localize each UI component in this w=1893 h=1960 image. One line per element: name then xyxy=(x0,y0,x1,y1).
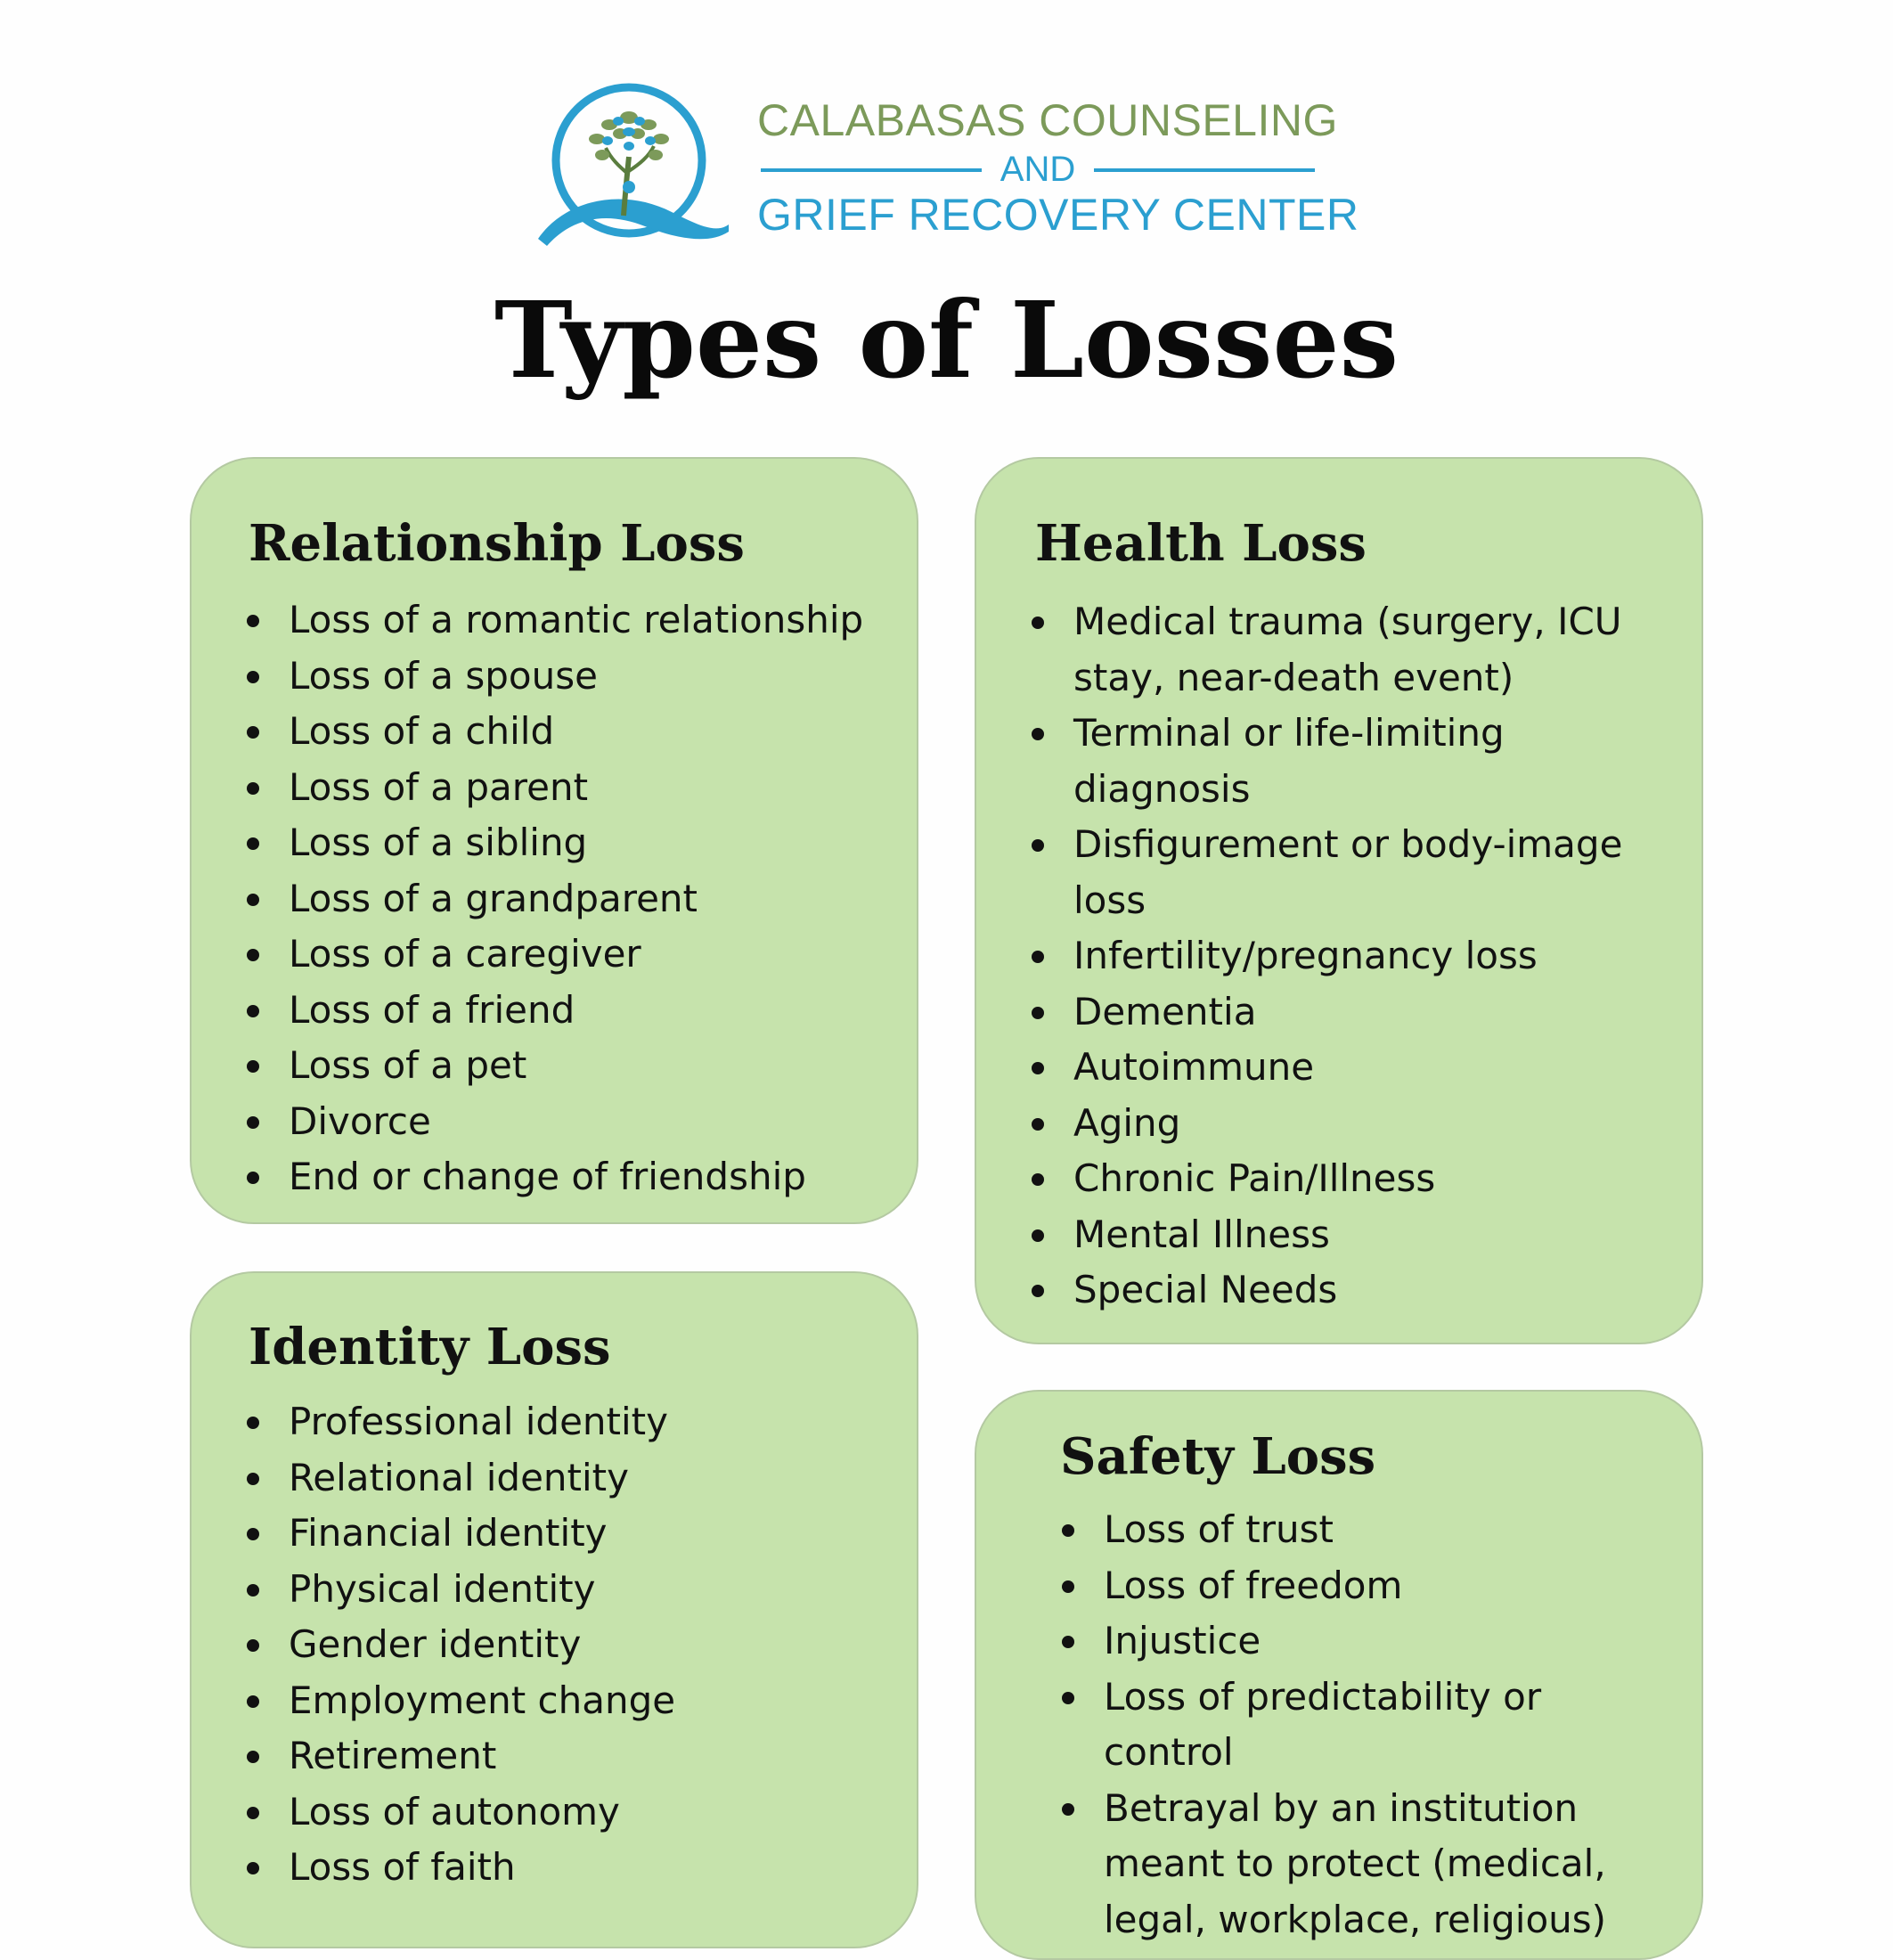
list-item: Physical identity xyxy=(247,1562,675,1618)
list-item: Relational identity xyxy=(247,1450,675,1507)
identity-loss-card xyxy=(190,1271,918,1948)
list-item: Terminal or life-limiting diagnosis xyxy=(1032,706,1664,817)
list-item: Disfigurement or body-image loss xyxy=(1032,817,1664,928)
logo-line-2: GRIEF RECOVERY CENTER xyxy=(757,190,1359,240)
list-item: Loss of a grandparent xyxy=(247,871,863,927)
list-item: Gender identity xyxy=(247,1617,675,1673)
list-item: Professional identity xyxy=(247,1394,675,1450)
list-item: Loss of trust xyxy=(1062,1502,1641,1558)
list-item: Medical trauma (surgery, ICU stay, near-death event) xyxy=(1032,594,1664,706)
list-item: Infertility/pregnancy loss xyxy=(1032,928,1664,984)
list-item: Loss of faith xyxy=(247,1840,675,1896)
list-item: Employment change xyxy=(247,1673,675,1729)
list-item: Loss of autonomy xyxy=(247,1784,675,1841)
logo-rule-right xyxy=(1094,168,1315,172)
card-title: Relationship Loss xyxy=(249,514,745,573)
card-title: Identity Loss xyxy=(249,1318,611,1376)
list-item: End or change of friendship xyxy=(247,1149,863,1205)
health-loss-card xyxy=(975,457,1703,1344)
safety-loss-list xyxy=(1062,1502,1641,1948)
safety-loss-card xyxy=(975,1390,1703,1960)
logo-rule-left xyxy=(761,168,982,172)
list-item: Chronic Pain/Illness xyxy=(1032,1151,1664,1207)
list-item: Loss of a friend xyxy=(247,983,863,1039)
list-item: Financial identity xyxy=(247,1506,675,1562)
list-item: Special Needs xyxy=(1032,1262,1664,1319)
list-item: Mental Illness xyxy=(1032,1207,1664,1263)
logo-and-row xyxy=(757,150,1318,189)
list-item: Loss of a child xyxy=(247,704,863,760)
list-item: Loss of predictability or control xyxy=(1062,1670,1641,1781)
list-item: Divorce xyxy=(247,1094,863,1150)
list-item: Loss of freedom xyxy=(1062,1558,1641,1614)
list-item: Loss of a parent xyxy=(247,760,863,816)
list-item: Loss of a spouse xyxy=(247,649,863,705)
list-item: Aging xyxy=(1032,1096,1664,1152)
tree-emblem-icon xyxy=(538,82,732,247)
card-title: Safety Loss xyxy=(1060,1427,1376,1486)
list-item: Injustice xyxy=(1062,1613,1641,1670)
list-item: Betrayal by an institution meant to protect (medical, legal, workplace, religious) xyxy=(1062,1781,1641,1948)
list-item: Loss of a sibling xyxy=(247,815,863,871)
relationship-loss-card xyxy=(190,457,918,1224)
list-item: Loss of a romantic relationship xyxy=(247,592,863,649)
relationship-loss-list xyxy=(247,592,863,1205)
card-title: Health Loss xyxy=(1035,514,1367,573)
list-item: Retirement xyxy=(247,1728,675,1784)
page-title: Types of Losses xyxy=(494,278,1399,402)
list-item: Loss of a pet xyxy=(247,1038,863,1094)
identity-loss-list xyxy=(247,1394,675,1896)
list-item: Dementia xyxy=(1032,984,1664,1041)
logo-line-1: CALABASAS COUNSELING xyxy=(757,95,1338,145)
logo-and: AND xyxy=(1000,150,1076,189)
center-logo xyxy=(538,82,1359,247)
list-item: Loss of a caregiver xyxy=(247,927,863,983)
health-loss-list xyxy=(1032,594,1664,1319)
list-item: Autoimmune xyxy=(1032,1040,1664,1096)
logo-wordmark xyxy=(757,82,1359,241)
